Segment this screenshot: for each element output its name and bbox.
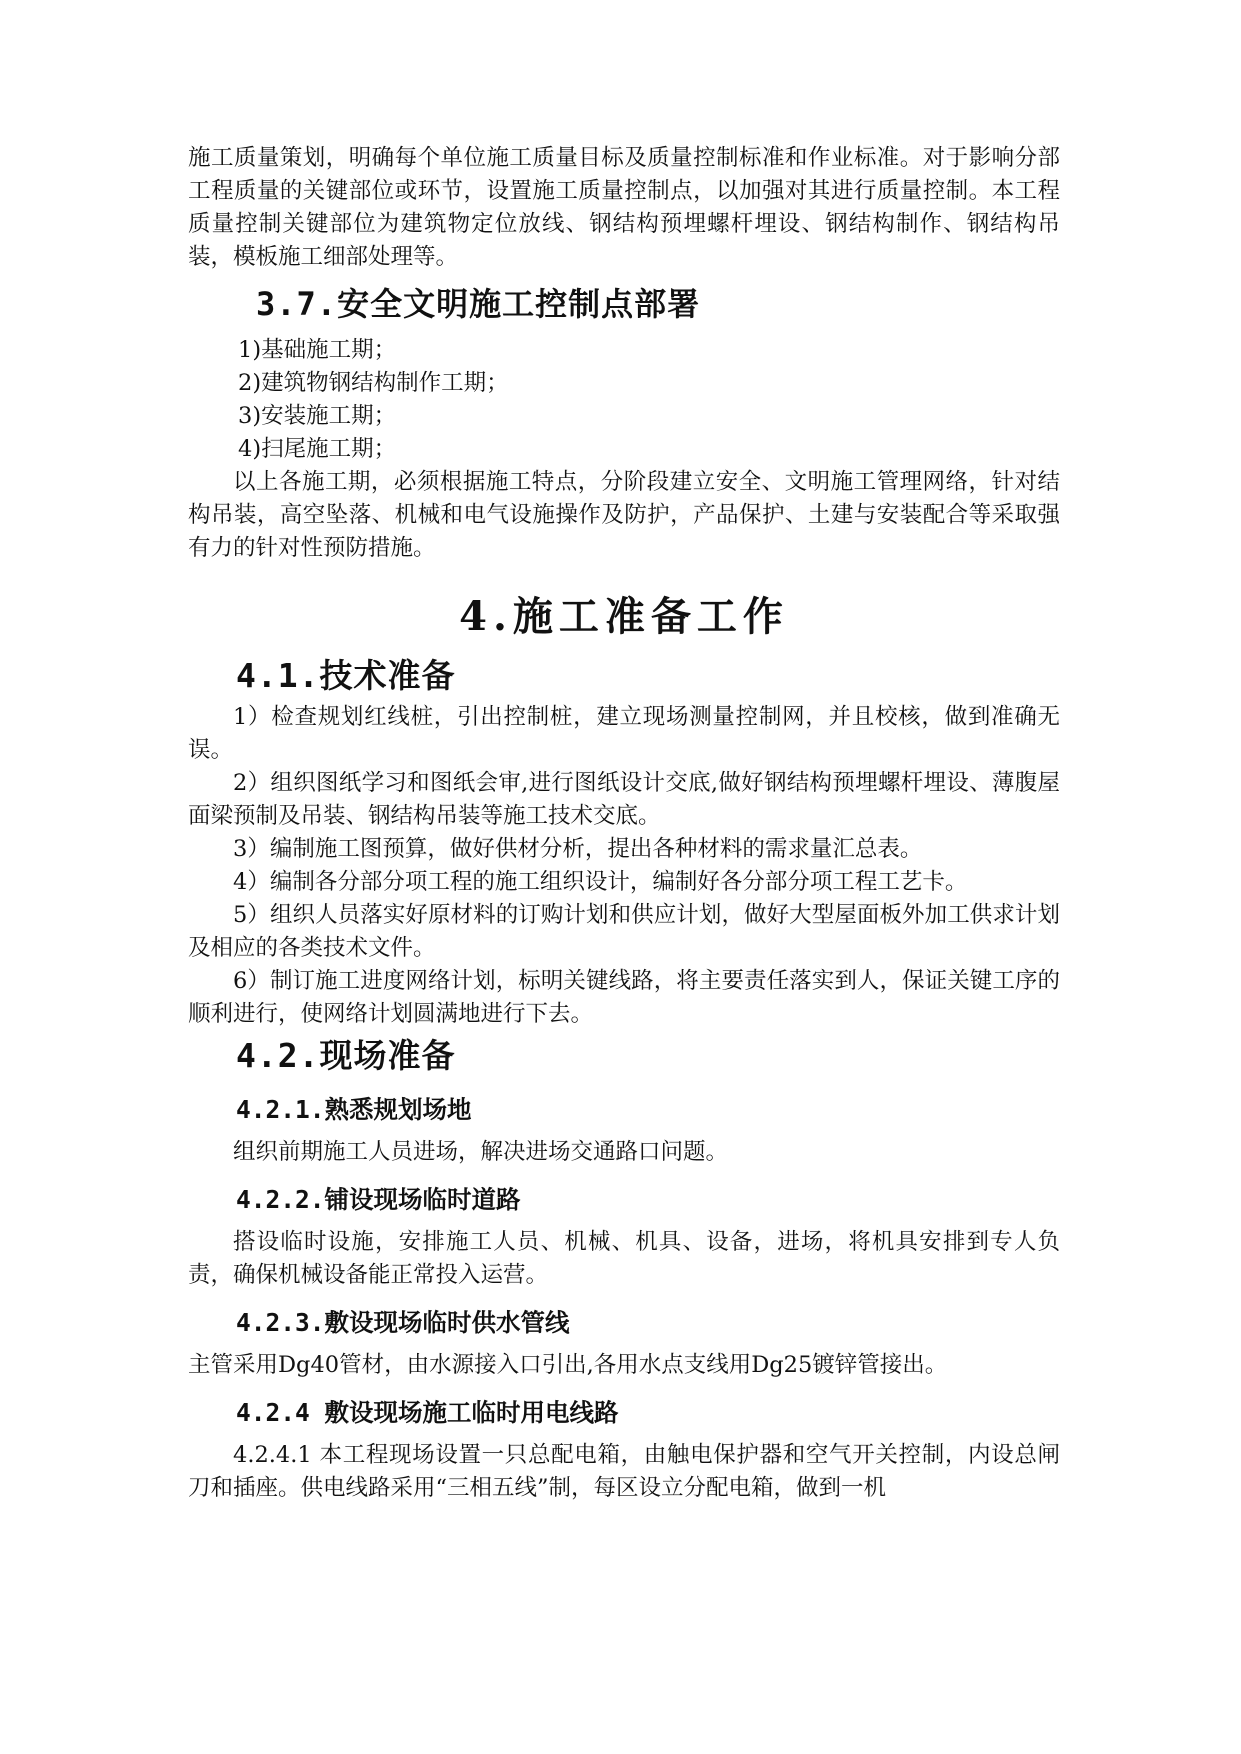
list-item: 2)建筑物钢结构制作工期； [238,370,509,396]
list-item: 4）编制各分部分项工程的施工组织设计，编制好各分部分项工程工艺卡。 [233,869,968,895]
list-item: 3）编制施工图预算，做好供材分析，提出各种材料的需求量汇总表。 [233,836,923,862]
list-item: 2）组织图纸学习和图纸会审,进行图纸设计交底,做好钢结构预埋螺杆埋设、薄腹屋面梁预制及吊装、钢结构吊装等施工技术交底。 [188,770,1060,829]
list-item: 1）检查规划红线桩，引出控制桩，建立现场测量控制网，并且校核，做到准确无误。 [188,704,1060,763]
section-4-2-heading: 4.2.现场准备 [236,1036,456,1075]
subsection-4-2-2-heading: 4.2.2.铺设现场临时道路 [236,1185,521,1214]
section-3-7-heading: 3.7.安全文明施工控制点部署 [256,285,701,323]
list-item: 3)安装施工期； [238,403,397,429]
subsection-4-2-3-heading: 4.2.3.敷设现场临时供水管线 [236,1308,570,1337]
section-4-1-heading: 4.1.技术准备 [236,656,456,695]
section-3-7-paragraph: 以上各施工期，必须根据施工特点，分阶段建立安全、文明施工管理网络，针对结构吊装，高空坠落、机械和电气设施操作及防护，产品保护、土建与安装配合等采取强有力的针对性预防措施。 [188,469,1060,561]
subsection-4-2-2-text: 搭设临时设施，安排施工人员、机械、机具、设备，进场，将机具安排到专人负责，确保机械设备能正常投入运营。 [188,1229,1060,1288]
intro-paragraph: 施工质量策划，明确每个单位施工质量目标及质量控制标准和作业标准。对于影响分部工程质量的关键部位或环节，设置施工质量控制点，以加强对其进行质量控制。本工程质量控制关键部位为建筑物定位放线、钢结构预埋螺杆埋设、钢结构制作、钢结构吊装，模板施工细部处理等。 [188,145,1060,270]
subsection-4-2-4-text: 4.2.4.1 本工程现场设置一只总配电箱，由触电保护器和空气开关控制，内设总闸刀和插座。供电线路采用“三相五线”制，每区设立分配电箱，做到一机 [188,1442,1060,1501]
subsection-4-2-1-heading: 4.2.1.熟悉规划场地 [236,1095,472,1124]
list-item: 4)扫尾施工期； [238,436,397,462]
chapter-4-heading: 4.施工准备工作 [459,593,789,640]
subsection-4-2-1-text: 组织前期施工人员进场，解决进场交通路口问题。 [233,1139,729,1165]
subsection-4-2-3-text: 主管采用Dg40管材，由水源接入口引出,各用水点支线用Dg25镀锌管接出。 [188,1352,948,1378]
list-item: 5）组织人员落实好原材料的订购计划和供应计划，做好大型屋面板外加工供求计划及相应的各类技术文件。 [188,902,1060,961]
subsection-4-2-4-heading: 4.2.4 敷设现场施工临时用电线路 [236,1398,619,1427]
document-page [188,142,1060,1505]
list-item: 6）制订施工进度网络计划，标明关键线路，将主要责任落实到人，保证关键工序的顺利进行，使网络计划圆满地进行下去。 [188,968,1060,1027]
list-item: 1)基础施工期； [238,337,397,363]
